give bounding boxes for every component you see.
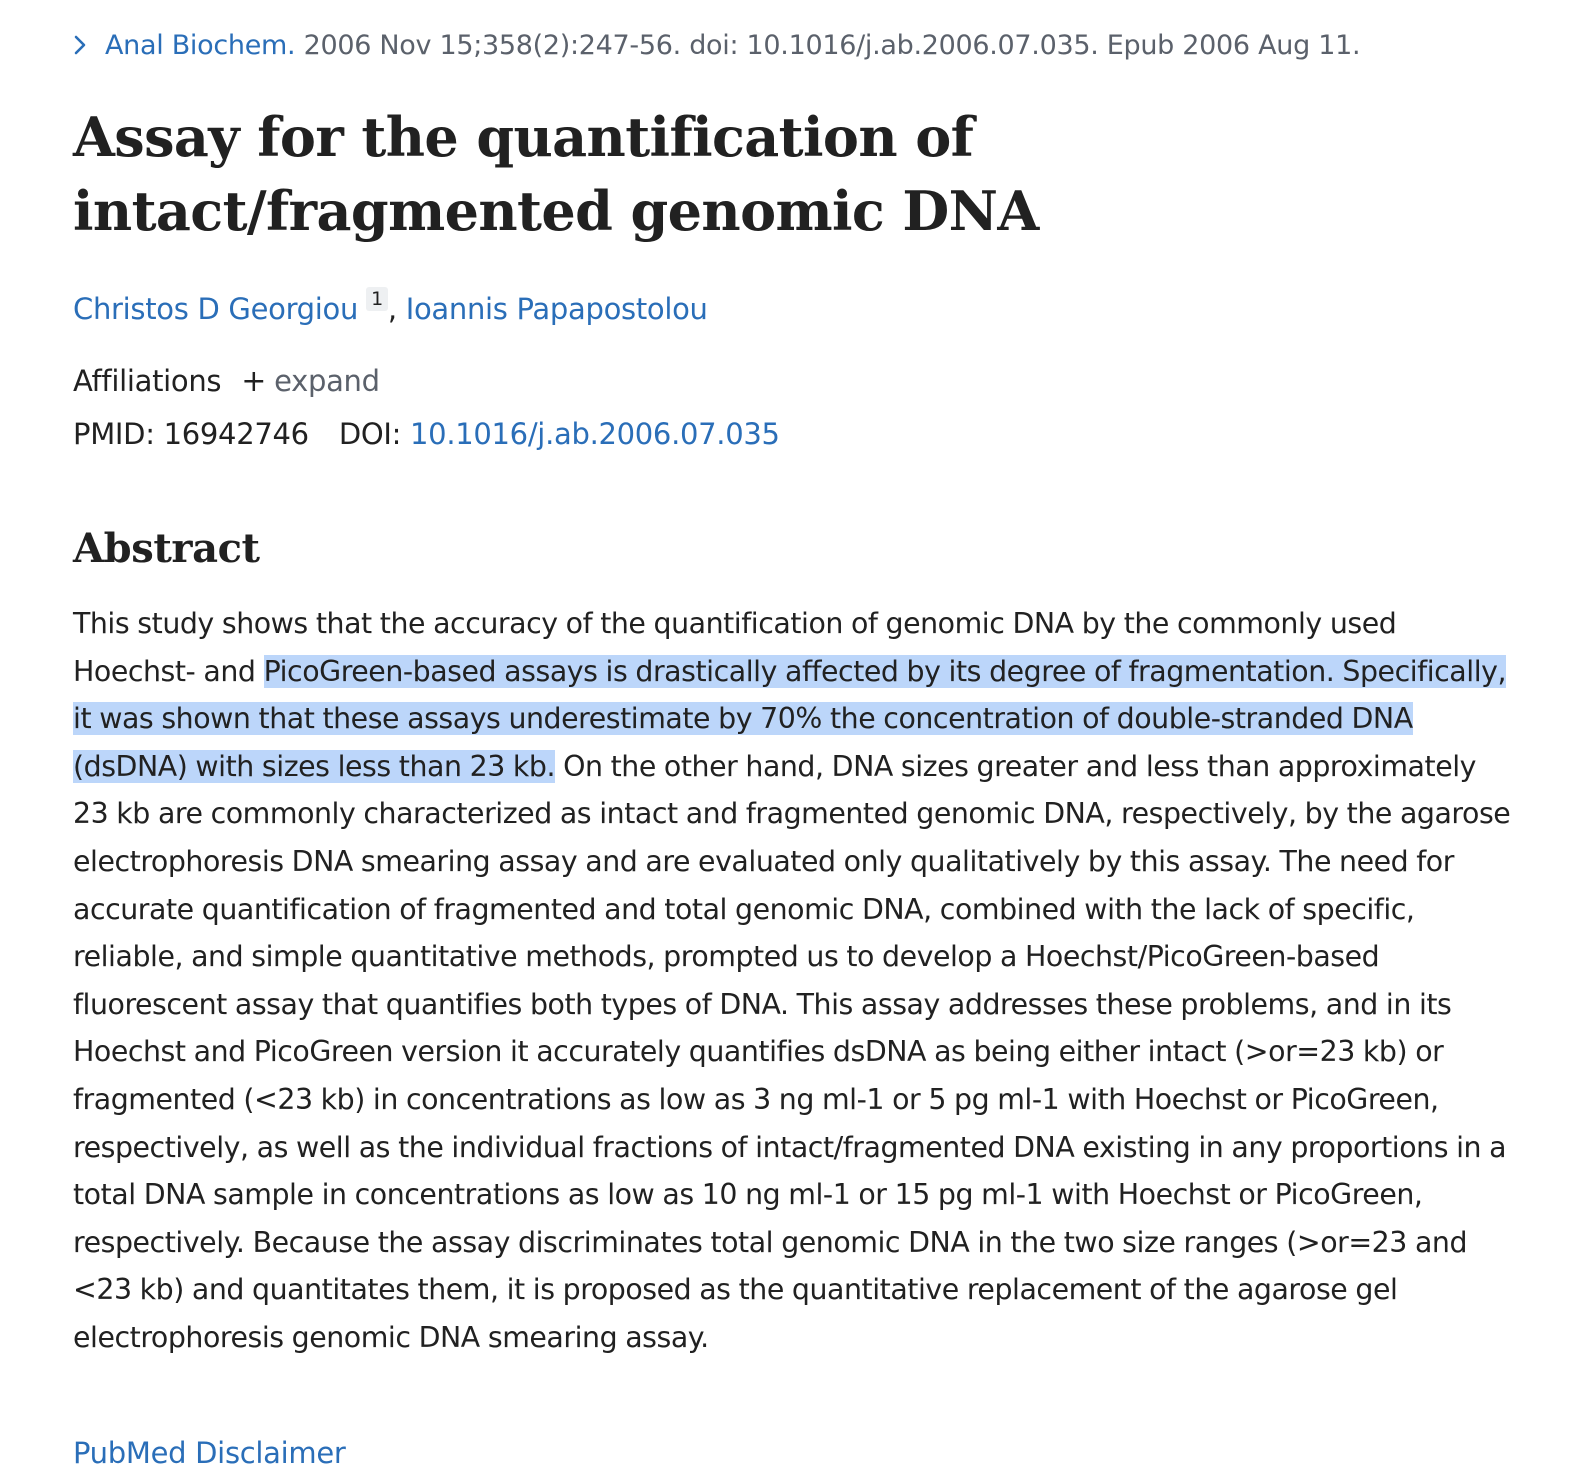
abstract-text-rest: On the other hand, DNA sizes greater and less than approximately 23 kb are commonly characterized as intact and fragmented genomic DNA, respectively, by the agarose electrophoresis DNA smearing assay and are evaluated only qualitatively by this assay. The need for accurate quantification of fragmented and total genomic DNA, combined with the lack of specific, reliable, and simple quantitative methods, prompted us to develop a Hoechst/PicoGreen-based fluorescent assay that quantifies both types of DNA. This assay addresses these problems, and in its Hoechst and PicoGreen version it accurately quantifies dsDNA as being either intact (>or=23 kb) or fragmented (<23 kb) in concentrations as low as 3 ng ml-1 or 5 pg ml-1 with Hoechst or PicoGreen, respectively, as well as the individual fractions of intact/fragmented DNA existing in any proportions in a total DNA sample in concentrations as low as 10 ng ml-1 or 15 pg ml-1 with Hoechst or PicoGreen, respectively. Because the assay discriminates total genomic DNA in the two size ranges (>or=23 and <23 kb) and quantitates them, it is proposed as the quantitative replacement of the agarose gel electrophoresis genomic DNA smearing assay. [73, 749, 1511, 1354]
citation-details: 2006 Nov 15;358(2):247-56. doi: 10.1016/j.ab.2006.07.035. Epub 2006 Aug 11. [295, 30, 1361, 61]
affiliations-label: Affiliations [73, 364, 222, 398]
affiliation-ref-button[interactable]: 1 [366, 287, 388, 311]
article-title: Assay for the quantification of intact/fragmented genomic DNA [73, 105, 1039, 243]
abstract-heading: Abstract [73, 525, 260, 572]
selected-text-highlight: PicoGreen-based assays is drastically affected by its degree of fragmentation. Specifically, it was shown that these assays underestimate by 70% the concentration of double-stranded DNA (dsDNA) with sizes less than 23 kb. [73, 654, 1507, 783]
abstract-text-start: This study shows that the accuracy of the quantification of genomic DNA by the commonly used Hoechst- and [73, 607, 1397, 688]
article-identifiers [73, 413, 780, 455]
author-link-papapostolou[interactable]: Ioannis Papapostolou [405, 292, 708, 326]
journal-link[interactable]: Anal Biochem. [105, 30, 296, 61]
abstract-text [73, 600, 1513, 1362]
author-separator: , [387, 292, 406, 326]
author-link-georgiou[interactable]: Christos D Georgiou [73, 292, 359, 326]
plus-icon[interactable]: + [241, 364, 267, 399]
affiliations-expand-button[interactable]: expand [274, 364, 380, 398]
chevron-right-icon-svg [73, 34, 87, 56]
pubmed-disclaimer-link[interactable]: PubMed Disclaimer [73, 1436, 346, 1464]
affiliations-row [73, 360, 380, 403]
pmid-label: PMID: [73, 417, 155, 451]
doi-label: DOI: [338, 417, 402, 451]
chevron-right-icon[interactable] [73, 28, 91, 68]
pubmed-disclaimer [73, 1432, 346, 1464]
author-list [73, 287, 708, 330]
pmid-value: 16942746 [163, 417, 309, 451]
doi-link[interactable]: 10.1016/j.ab.2006.07.035 [410, 417, 780, 451]
journal-citation [73, 26, 1360, 68]
